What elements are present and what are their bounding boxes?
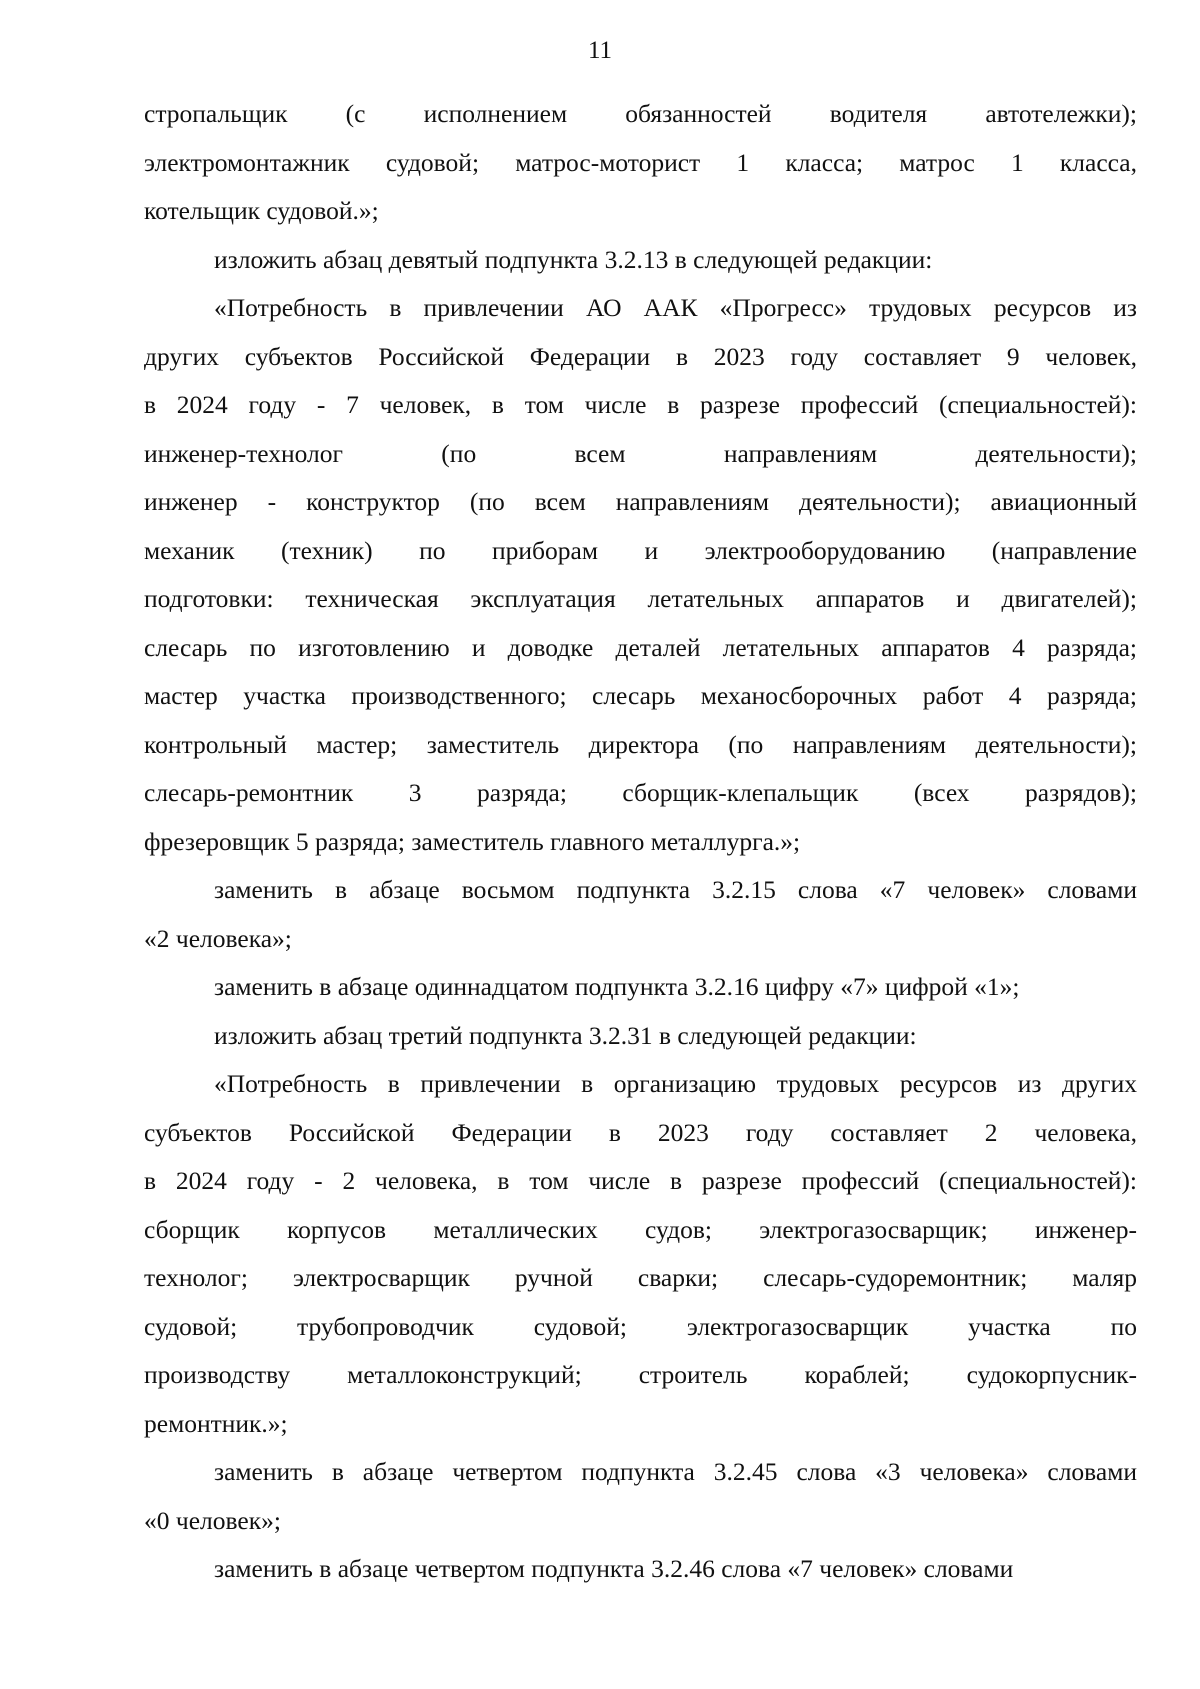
paragraph-line: «2 человека»;: [144, 923, 292, 953]
paragraph-line: инженер-технолог (по всем направлениям деятельности);: [144, 438, 1137, 468]
paragraph-line: в 2024 году - 7 человек, в том числе в разрезе профессий (специальностей):: [144, 390, 1137, 419]
paragraph: [144, 1012, 1137, 1061]
paragraph-line: контрольный мастер; заместитель директора (по направлениям деятельности);: [144, 729, 1137, 759]
page-number: 11: [587, 37, 613, 64]
paragraph-line: ремонтник.»;: [144, 1408, 288, 1438]
paragraph-line: заменить в абзаце одиннадцатом подпункта 3.2.16 цифру «7» цифрой «1»;: [214, 972, 1020, 1001]
paragraph-line: электромонтажник судовой; матрос-моторист 1 класса; матрос 1 класса,: [144, 147, 1137, 177]
paragraph-line: изложить абзац третий подпункта 3.2.31 в следующей редакции:: [214, 1020, 917, 1050]
paragraph-line: других субъектов Российской Федерации в 2023 году составляет 9 человек,: [144, 341, 1137, 371]
paragraph: [144, 1545, 1137, 1594]
paragraph-line: инженер - конструктор (по всем направлениям деятельности); авиационный: [144, 487, 1137, 516]
paragraph-line: слесарь-ремонтник 3 разряда; сборщик-клепальщик (всех разрядов);: [144, 778, 1137, 807]
paragraph-line: субъектов Российской Федерации в 2023 году составляет 2 человека,: [144, 1117, 1137, 1147]
paragraph-line: подготовки: техническая эксплуатация летательных аппаратов и двигателей);: [144, 584, 1137, 613]
paragraph: [144, 1448, 1137, 1545]
paragraph-line: слесарь по изготовлению и доводке деталей летательных аппаратов 4 разряда;: [144, 632, 1137, 662]
paragraph-line: заменить в абзаце четвертом подпункта 3.2.46 слова «7 человек» словами: [214, 1554, 1014, 1583]
paragraph: [144, 236, 1137, 285]
paragraph: [144, 866, 1137, 963]
paragraph-line: технолог; электросварщик ручной сварки; слесарь-судоремонтник; маляр: [144, 1263, 1137, 1292]
paragraph-line: производству металлоконструкций; строитель кораблей; судокорпусник-: [144, 1360, 1137, 1389]
paragraph-line: стропальщик (с исполнением обязанностей водителя автотележки);: [144, 99, 1137, 128]
paragraph: [144, 1060, 1137, 1448]
paragraph-line: «Потребность в привлечении в организацию трудовых ресурсов из других: [214, 1069, 1137, 1098]
paragraph-line: котельщик судовой.»;: [144, 196, 379, 225]
paragraph: [144, 284, 1137, 866]
paragraph: [144, 963, 1137, 1012]
paragraph-line: судовой; трубопроводчик судовой; электрогазосварщик участка по: [144, 1311, 1137, 1341]
paragraph-line: фрезеровщик 5 разряда; заместитель главного металлурга.»;: [144, 826, 801, 856]
paragraph-line: сборщик корпусов металлических судов; электрогазосварщик; инженер-: [144, 1214, 1137, 1244]
paragraph: [144, 90, 1137, 236]
paragraph-line: «0 человек»;: [144, 1505, 281, 1535]
paragraph-line: изложить абзац девятый подпункта 3.2.13 в следующей редакции:: [214, 244, 933, 274]
paragraph-line: в 2024 году - 2 человека, в том числе в разрезе профессий (специальностей):: [144, 1166, 1137, 1195]
document-body: [144, 90, 1137, 1594]
paragraph-line: механик (техник) по приборам и электрооборудованию (направление: [144, 535, 1137, 565]
paragraph-line: мастер участка производственного; слесарь механосборочных работ 4 разряда;: [144, 681, 1137, 710]
paragraph-line: заменить в абзаце восьмом подпункта 3.2.15 слова «7 человек» словами: [214, 875, 1137, 904]
paragraph-line: «Потребность в привлечении АО ААК «Прогресс» трудовых ресурсов из: [214, 293, 1137, 322]
paragraph-line: заменить в абзаце четвертом подпункта 3.2.45 слова «3 человека» словами: [214, 1457, 1137, 1486]
